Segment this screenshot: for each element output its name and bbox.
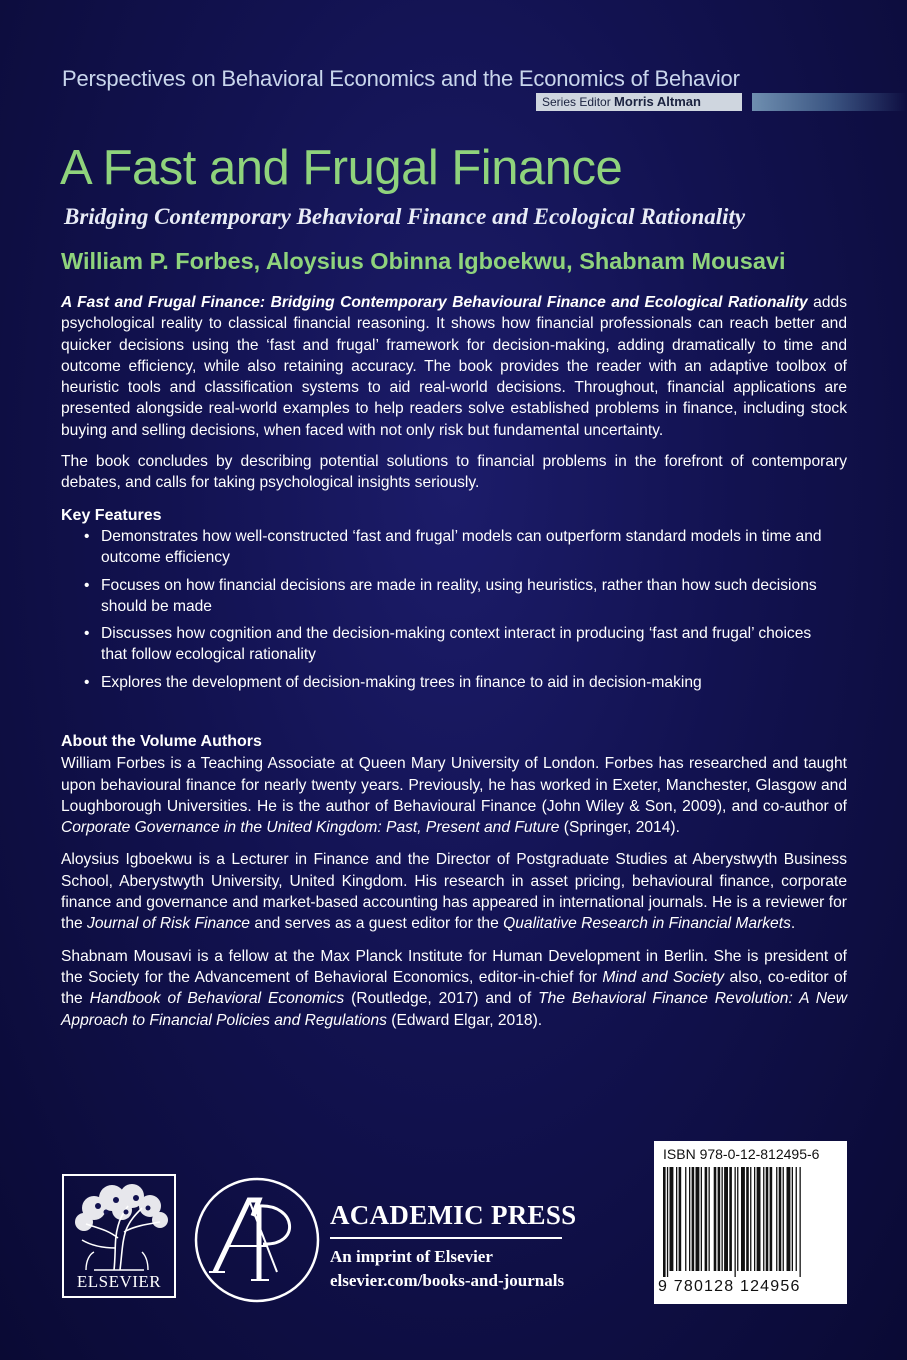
press-imprint: An imprint of Elsevier (330, 1247, 493, 1266)
book-subtitle: Bridging Contemporary Behavioral Finance and Ecological Rationality (64, 204, 746, 229)
barcode-bar (800, 1167, 801, 1277)
barcode-bar (787, 1167, 791, 1271)
barcode-bar (741, 1167, 745, 1271)
barcode-bar (709, 1167, 710, 1271)
elsevier-logo (62, 1174, 176, 1298)
elsevier-wordmark: ELSEVIER (76, 1272, 162, 1291)
barcode-bar (679, 1167, 682, 1271)
series-editor (536, 93, 742, 111)
description-paragraph: A Fast and Frugal Finance: Bridging Contemporary Behavioural Finance and Ecological Rationality adds psychological reality to classical financial reasoning. It shows how financial professionals can reach better and quicker decisions using the ‘fast and frugal’ framework for decision-making, adding dramatically to time and outcome efficiency, while also retaining accuracy. The book provides the reader with an adaptive toolbox of heuristic tools and classification systems to aid real-world decisions. Throughout, financial applications are presented alongside real-world examples to help readers solve established problems in finance, including stock buying and selling decisions, when faced with not only risk but fundamental uncertainty. (61, 294, 847, 439)
barcode-bar (770, 1167, 773, 1271)
key-features-list (61, 526, 847, 693)
list-item: • Demonstrates how well-constructed ‘fast and frugal’ models can outperform standard models in time and outcome efficiency (84, 527, 822, 567)
about-authors-block (61, 731, 847, 1042)
bullet-icon: • (84, 576, 90, 594)
barcode-bar (696, 1167, 700, 1271)
press-divider (330, 1237, 562, 1239)
barcode-bar (763, 1167, 764, 1271)
bullet-icon: • (84, 625, 90, 643)
description-block (61, 292, 847, 699)
barcode-bar (670, 1167, 674, 1271)
list-item: • Explores the development of decision-making trees in finance to aid in decision-making (101, 672, 847, 693)
barcode-bar (776, 1167, 777, 1271)
barcode-bar (796, 1167, 797, 1271)
series-editor-label: Series Editor (542, 95, 611, 109)
barcode-bar (792, 1167, 793, 1271)
barcode-bar (676, 1167, 677, 1271)
barcode-bar (729, 1167, 732, 1271)
list-item: • Focuses on how financial decisions are made in reality, using heuristics, rather than how such decisions should be made (84, 576, 817, 615)
academic-press-name: ACADEMIC PRESS (330, 1200, 577, 1230)
barcode-bar (735, 1167, 736, 1277)
barcode-bar (667, 1167, 668, 1277)
author-bio-mousavi: Shabnam Mousavi is a fellow at the Max Planck Institute for Human Development in Berlin. She is president of the Society for the Advancement of Behavioral Economics, editor-in-chief for Mind and Society also, co-editor of the Handbook of Behavioral Economics (Routledge, 2017) and of The Behavioral Finance Revolution: A New Approach to Financial Policies and Regulations (Edward Elgar, 2018). (61, 947, 847, 1029)
barcode-bar (663, 1167, 666, 1277)
elsevier-tree-icon (64, 1178, 174, 1274)
barcode-bar (783, 1167, 784, 1271)
barcode-bar (705, 1167, 708, 1271)
list-item: • Discusses how cognition and the decision-making context interact in producing ‘fast and frugal’ choices that follow ecological rationality (84, 625, 812, 664)
bullet-icon: • (84, 673, 90, 691)
press-url: elsevier.com/books-and-journals (330, 1271, 565, 1290)
series-editor-name: Morris Altman (614, 94, 701, 109)
series-stripe (752, 93, 907, 111)
author-bio-igboekwu: Aloysius Igboekwu is a Lecturer in Finance and the Director of Postgraduate Studies at Aberystwyth Business School, Aberystwyth University, United Kingdom. His research in asset pricing, behavioural finance, corporate finance and governance and market-based accounting has appeared in international journals. He is a reviewer for the Journal of Risk Finance and serves as a guest editor for the Qualitative Research in Financial Markets. (61, 851, 847, 933)
author-bio-forbes: William Forbes is a Teaching Associate at Queen Mary University of London. Forbes has researched and taught upon behavioural finance for nearly twenty years. Previously, he has worked in Exeter, Manchester, Glasgow and Loughborough Universities. He is the author of Behavioural Finance (John Wiley & Son, 2009), and co-author of Corporate Governance in the United Kingdom: Past, Present and Future (Springer, 2014). (61, 755, 847, 837)
barcode-bar (701, 1167, 702, 1271)
barcode-bar (714, 1167, 717, 1271)
barcode-bar (722, 1167, 723, 1271)
barcode-bar (779, 1167, 782, 1271)
barcode-bar (692, 1167, 695, 1271)
series-title: Perspectives on Behavioral Economics and the Economics of Behavior (62, 66, 740, 91)
barcode-bar (685, 1167, 686, 1271)
barcode-bars-icon (663, 1167, 839, 1277)
key-features-heading: Key Features (61, 506, 162, 524)
about-authors-heading: About the Volume Authors (61, 733, 262, 750)
barcode-bar (724, 1167, 728, 1271)
barcode-bar (689, 1167, 690, 1271)
barcode-bar (766, 1167, 769, 1271)
barcode-bar (737, 1167, 738, 1271)
description-paragraph: The book concludes by describing potential solutions to financial problems in the forefront of contemporary debates, and calls for taking psychological insights seriously. (61, 453, 847, 492)
book-title: A Fast and Frugal Finance (60, 141, 623, 195)
barcode-bar (757, 1167, 761, 1271)
barcode-bar (750, 1167, 751, 1271)
academic-press-logo-icon (193, 1176, 321, 1304)
barcode-bar (746, 1167, 749, 1271)
bullet-icon: • (84, 527, 90, 545)
isbn-label: ISBN 978-0-12-812495-6 (663, 1146, 820, 1162)
isbn-barcode (654, 1141, 847, 1304)
barcode-digits: 9 780128 124956 (658, 1278, 801, 1295)
description-lead: A Fast and Frugal Finance: Bridging Contemporary Behavioural Finance and Ecological Rationality (61, 294, 808, 311)
book-authors: William P. Forbes, Aloysius Obinna Igboekwu, Shabnam Mousavi (61, 248, 786, 274)
barcode-bar (718, 1167, 721, 1271)
barcode-bar (754, 1167, 755, 1271)
